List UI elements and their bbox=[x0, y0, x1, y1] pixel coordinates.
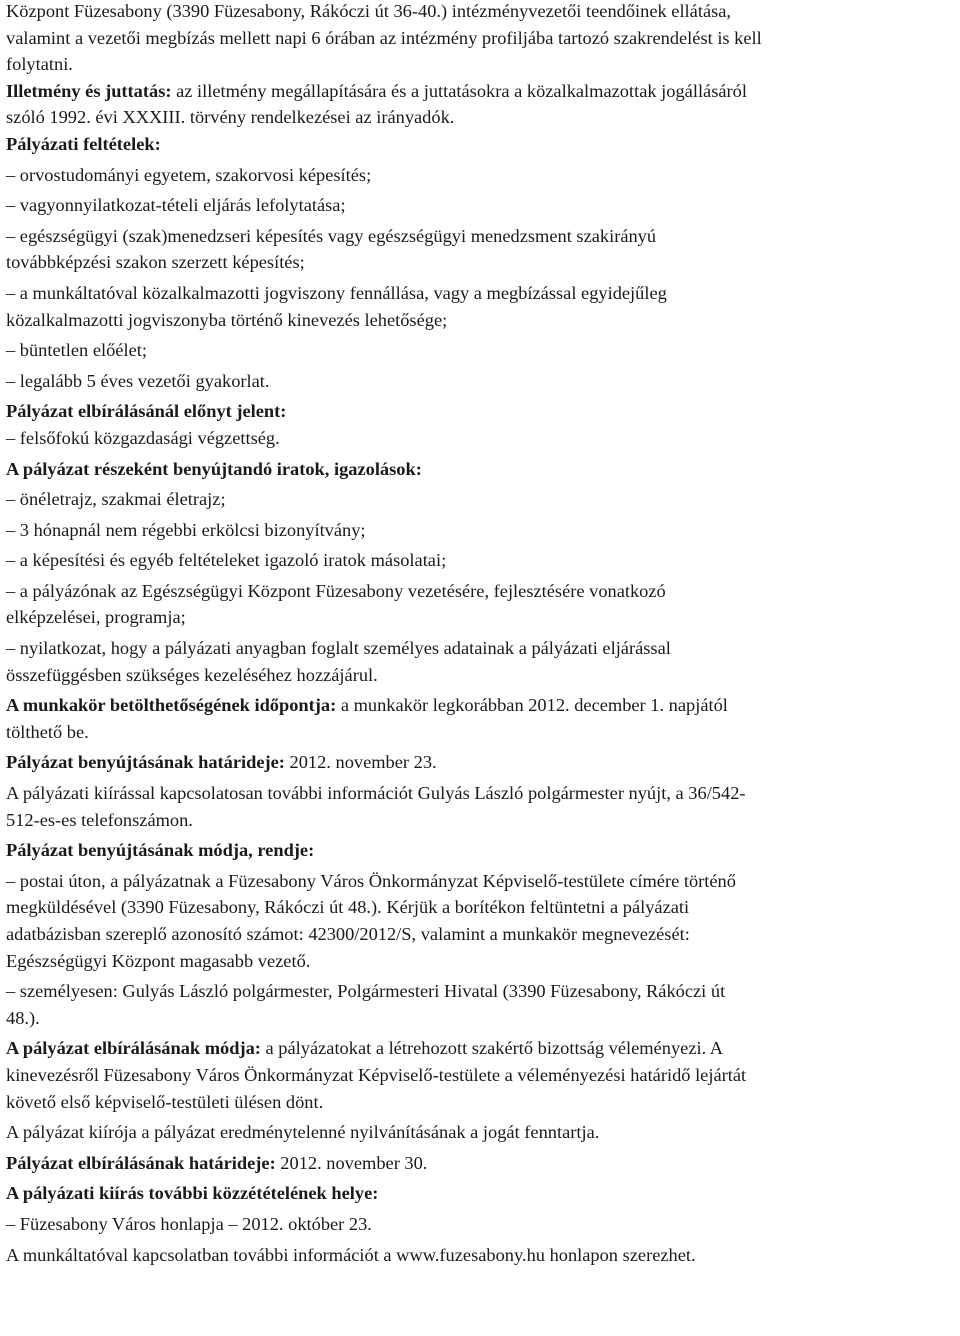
elbiralas-line-3: követő első képviselő-testületi ülésen dönt. bbox=[6, 1091, 324, 1112]
intro-line-3: folytatni. bbox=[6, 54, 73, 75]
feltetelek-item-1: – orvostudományi egyetem, szakorvosi képesítés; bbox=[6, 164, 372, 185]
jog-paragraph: A pályázat kiírója a pályázat eredménytelenné nyilvánításának a jogát fenntartja. bbox=[6, 1122, 600, 1143]
elb-hatarido-label: Pályázat elbírálásának határideje: bbox=[6, 1152, 276, 1173]
mod-szemelyesen bbox=[6, 978, 954, 1031]
mod-postai-line-3: adatbázisban szereplő azonosító számot: 42300/2012/S, valamint a munkakör megnevezését: bbox=[6, 924, 690, 944]
elony-item: – felsőfokú közgazdasági végzettség. bbox=[6, 427, 280, 448]
info-line-2: 512-es-es telefonszámon. bbox=[6, 809, 193, 830]
feltetelek-item-3 bbox=[6, 223, 954, 276]
intro-paragraph bbox=[6, 0, 954, 78]
betoltes-paragraph bbox=[6, 692, 954, 745]
iratok-heading: A pályázat részeként benyújtandó iratok, igazolások: bbox=[6, 458, 422, 479]
feltetelek-item-6: – legalább 5 éves vezetői gyakorlat. bbox=[6, 370, 270, 391]
info-line-1: A pályázati kiírással kapcsolatosan további információt Gulyás László polgármester nyújt, a 36/542- bbox=[6, 783, 746, 804]
iratok-item-5 bbox=[6, 635, 954, 688]
elbiralas-label: A pályázat elbírálásának módja: bbox=[6, 1038, 261, 1059]
feltetelek-item-4-line-1: – a munkáltatóval közalkalmazotti jogviszony fennállása, vagy a megbízással egyidejűleg bbox=[6, 282, 667, 303]
iratok-item-2: – 3 hónapnál nem régebbi erkölcsi bizonyítvány; bbox=[6, 519, 366, 540]
hatarido-text: 2012. november 23. bbox=[284, 752, 437, 773]
elony-heading: Pályázat elbírálásánál előnyt jelent: bbox=[6, 401, 287, 422]
footer-paragraph: A munkáltatóval kapcsolatban további információt a www.fuzesabony.hu honlapon szerezhet. bbox=[6, 1244, 696, 1265]
info-paragraph bbox=[6, 780, 954, 833]
iratok-item-5-line-2: összefüggésben szükséges kezeléséhez hozzájárul. bbox=[6, 664, 378, 685]
elbiralas-paragraph bbox=[6, 1035, 954, 1115]
mod-szemelyesen-line-2: 48.). bbox=[6, 1007, 40, 1028]
feltetelek-item-4-line-2: közalkalmazotti jogviszonyba történő kinevezés lehetősége; bbox=[6, 309, 448, 330]
betoltes-text: a munkakör legkorábban 2012. december 1. napjától bbox=[336, 695, 728, 716]
kozzetetel-item: – Füzesabony Város honlapja – 2012. október 23. bbox=[6, 1213, 372, 1234]
feltetelek-item-5: – büntetlen előélet; bbox=[6, 340, 147, 361]
betoltes-line-2: tölthető be. bbox=[6, 721, 89, 742]
hatarido-paragraph bbox=[6, 749, 954, 776]
hatarido-label: Pályázat benyújtásának határideje: bbox=[6, 752, 285, 773]
elbiralas-text: a pályázatokat a létrehozott szakértő bizottság véleményezi. A bbox=[260, 1038, 724, 1059]
mod-postai-line-4: Egészségügyi Központ magasabb vezető. bbox=[6, 950, 311, 971]
elb-hatarido-paragraph bbox=[6, 1150, 954, 1177]
elb-hatarido-text: 2012. november 30. bbox=[275, 1152, 428, 1173]
feltetelek-item-2: – vagyonnyilatkozat-tételi eljárás lefolytatása; bbox=[6, 195, 346, 216]
mod-heading: Pályázat benyújtásának módja, rendje: bbox=[6, 840, 315, 861]
mod-szemelyesen-line-1: – személyesen: Gulyás László polgármester, Polgármesteri Hivatal (3390 Füzesabony, Rákóczi út bbox=[6, 981, 726, 1002]
mod-postai-line-1: – postai úton, a pályázatnak a Füzesabony Város Önkormányzat Képviselő-testülete címére történő bbox=[6, 870, 736, 891]
illetmeny-line-2: szóló 1992. évi XXXIII. törvény rendelkezései az irányadók. bbox=[6, 107, 455, 128]
kozzetetel-heading: A pályázati kiírás további közzétételének helye: bbox=[6, 1183, 379, 1204]
feltetelek-item-4 bbox=[6, 280, 954, 333]
iratok-item-3: – a képesítési és egyéb feltételeket igazoló iratok másolatai; bbox=[6, 550, 447, 571]
mod-postai-line-2: megküldésével (3390 Füzesabony, Rákóczi út 48.). Kérjük a borítékon feltüntetni a pályázati bbox=[6, 897, 690, 918]
feltetelek-item-3-line-2: továbbképzési szakon szerzett képesítés; bbox=[6, 252, 305, 273]
intro-line-1: Központ Füzesabony (3390 Füzesabony, Rákóczi út 36-40.) intézményvezetői teendőinek ellátása, bbox=[6, 1, 732, 21]
elbiralas-line-2: kinevezésről Füzesabony Város Önkormányzat Képviselő-testülete a véleményezési határidő lejártát bbox=[6, 1064, 747, 1085]
iratok-item-5-line-1: – nyilatkozat, hogy a pályázati anyagban foglalt személyes adatainak a pályázati eljárással bbox=[6, 638, 671, 659]
feltetelek-heading: Pályázati feltételek: bbox=[6, 133, 161, 154]
iratok-item-4-line-1: – a pályázónak az Egészségügyi Központ Füzesabony vezetésére, fejlesztésére vonatkozó bbox=[6, 580, 666, 601]
iratok-item-1: – önéletrajz, szakmai életrajz; bbox=[6, 489, 226, 510]
iratok-item-4-line-2: elképzelései, programja; bbox=[6, 607, 186, 628]
mod-postai bbox=[6, 868, 954, 974]
illetmeny-label: Illetmény és juttatás: bbox=[6, 80, 172, 101]
feltetelek-item-3-line-1: – egészségügyi (szak)menedzseri képesítés vagy egészségügyi menedzsment szakirányú bbox=[6, 225, 657, 246]
iratok-item-4 bbox=[6, 578, 954, 631]
illetmeny-paragraph bbox=[6, 78, 954, 131]
illetmeny-text: az illetmény megállapítására és a juttatásokra a közalkalmazottak jogállásáról bbox=[171, 80, 747, 101]
betoltes-label: A munkakör betölthetőségének időpontja: bbox=[6, 695, 337, 716]
intro-line-2: valamint a vezetői megbízás mellett napi 6 órában az intézmény profiljába tartozó szakrendelést is kell bbox=[6, 27, 762, 48]
